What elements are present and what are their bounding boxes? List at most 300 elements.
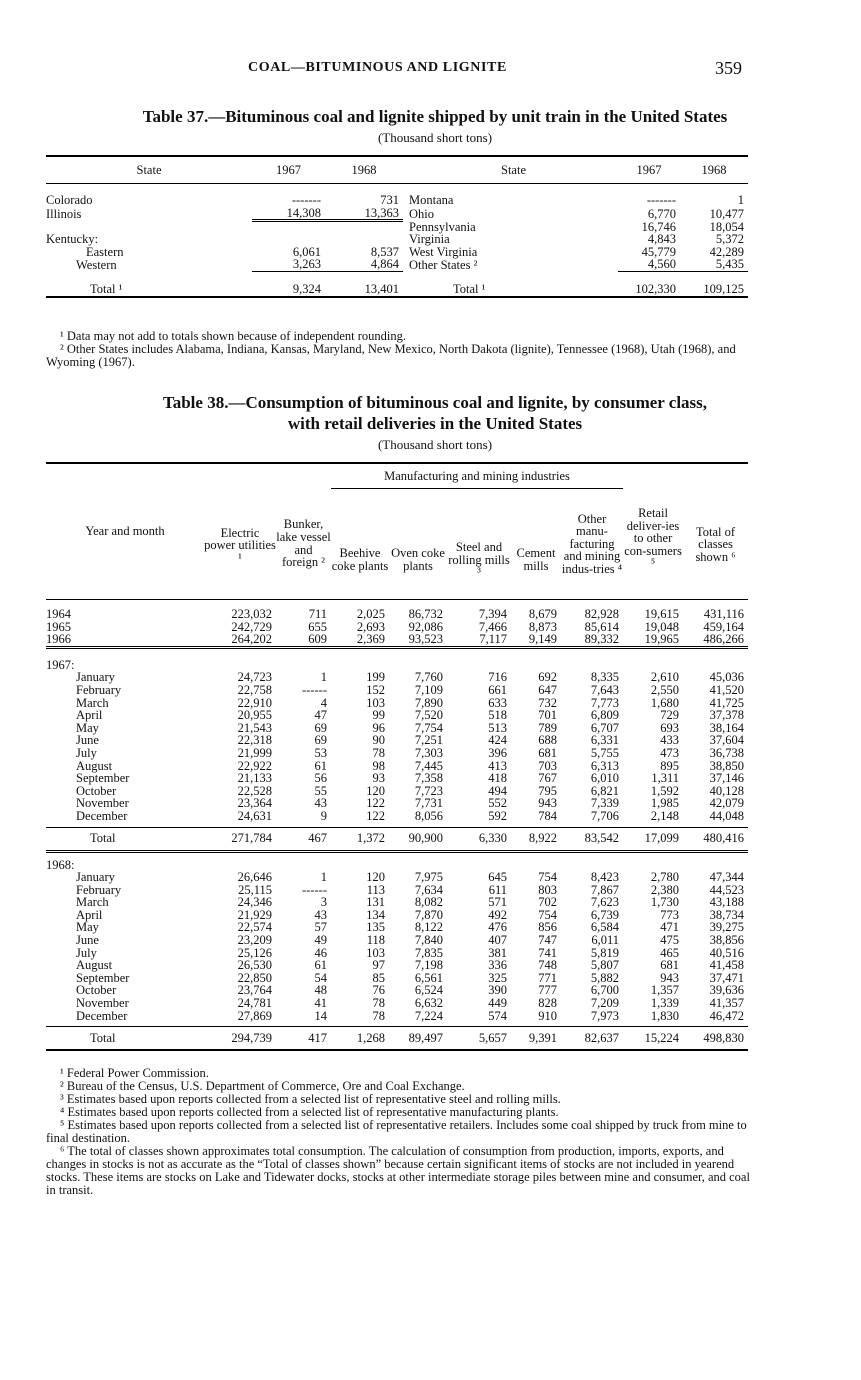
table38-row — [46, 871, 748, 884]
table38-row-label: December — [76, 808, 128, 823]
table38-cell: 1,680 — [650, 695, 679, 710]
table38-cell: 773 — [660, 907, 679, 922]
table38-cell: 8,122 — [414, 920, 443, 935]
table37-total-cell: 13,401 — [364, 281, 399, 296]
table38-cell: 390 — [488, 983, 507, 998]
table38-footnote-2: ² Bureau of the Census, U.S. Department of Commerce, Ore and Coal Exchange. — [60, 1079, 465, 1093]
table38-cell: 22,910 — [237, 695, 272, 710]
table38-cell: 7,445 — [414, 758, 443, 773]
table38-row — [46, 896, 748, 909]
table37-cell: 45,779 — [641, 244, 676, 259]
table38-total-cell: 294,739 — [231, 1030, 272, 1045]
table38-cell: 47,344 — [709, 870, 744, 885]
table38-row — [46, 934, 748, 947]
table38-cell: 8,056 — [414, 808, 443, 823]
table38-cell: 396 — [488, 745, 507, 760]
table38-total-cell: 90,900 — [408, 831, 443, 846]
table38-cell: 19,615 — [644, 607, 679, 621]
table38-row — [46, 909, 748, 922]
table38-cell: 6,821 — [590, 783, 619, 798]
table38-cell: 7,773 — [590, 695, 619, 710]
table38-row — [46, 921, 748, 934]
table37-header-1968-left: 1968 — [351, 162, 377, 177]
table37-total-cell: 109,125 — [703, 281, 744, 296]
table38-cell: 45,036 — [709, 670, 744, 685]
table38-cell: 57 — [314, 920, 327, 935]
table37-header-1968-right: 1968 — [701, 162, 727, 177]
table37 — [46, 155, 748, 300]
table38-row-label: November — [76, 796, 129, 811]
table38-cell: 6,707 — [590, 720, 619, 735]
table38-cell: 771 — [538, 970, 557, 985]
table38-cell: 693 — [660, 720, 679, 735]
table38-cell: 7,109 — [414, 682, 443, 697]
table38-row — [46, 608, 748, 621]
table38-cell: 223,032 — [231, 607, 272, 621]
table37-row-label: Ohio — [409, 207, 434, 222]
table38-cell: 99 — [372, 708, 385, 723]
table38-row-label: June — [76, 933, 99, 948]
table38-cell: 103 — [366, 695, 385, 710]
table38-cell: 6,331 — [590, 733, 619, 748]
table38-cell: 9 — [320, 808, 327, 823]
table38-cell: 7,623 — [590, 895, 619, 910]
table38-row — [46, 1010, 748, 1023]
table38-cell: 754 — [538, 907, 557, 922]
table38-cell: 25,115 — [238, 882, 272, 897]
table38-cell: 21,929 — [237, 907, 272, 922]
table38-cell: 24,346 — [237, 895, 272, 910]
table38-cell: 39,636 — [709, 983, 744, 998]
table37-cell: 6,061 — [292, 244, 321, 259]
table38-row — [46, 760, 748, 773]
table38-cell: 69 — [314, 720, 327, 735]
table38-cell: 2,025 — [356, 607, 385, 621]
table38-cell: 8,679 — [528, 607, 557, 621]
table38-footnote-5: ⁵ Estimates based upon reports collected from a selected list of representative retailers. Includes some coal shipped by truck from mine to final destination. — [46, 1118, 747, 1145]
table38-cell: 41,520 — [709, 682, 744, 697]
table38-cell: 27,869 — [237, 1008, 272, 1023]
table38-title-line1: Table 38.—Consumption of bituminous coal and lignite, by consumer class, — [162, 393, 708, 412]
table38-cell: 611 — [488, 882, 507, 897]
table38-row — [46, 785, 748, 798]
table38-row-label: January — [76, 670, 115, 685]
table38-cell: 910 — [538, 1008, 557, 1023]
table38-row — [46, 747, 748, 760]
table38-cell: 89,332 — [584, 632, 619, 647]
table38-row — [46, 797, 748, 810]
table38-cell: 2,610 — [650, 670, 679, 685]
table38-cell: 1,730 — [650, 895, 679, 910]
table37-cell: 18,054 — [709, 219, 744, 234]
table38-header-oven: Oven coke plants — [391, 546, 445, 573]
table38-cell: 9,149 — [528, 632, 557, 647]
table38-body — [46, 608, 748, 1053]
table38-cell: 336 — [488, 958, 507, 973]
running-header-title: COAL—BITUMINOUS AND LIGNITE — [248, 60, 507, 75]
table38-cell: 7,251 — [414, 733, 443, 748]
table38-cell: 7,358 — [414, 771, 443, 786]
table38-group-header: Manufacturing and mining industries — [331, 463, 623, 489]
table38-cell: 2,780 — [650, 870, 679, 885]
table38-cell: 6,739 — [590, 907, 619, 922]
table37-row-label: Western — [76, 257, 117, 272]
table38-cell: 20,955 — [237, 708, 272, 723]
table37-cell: ------- — [291, 193, 321, 207]
table38-footnote-1: ¹ Federal Power Commission. — [60, 1066, 209, 1080]
table38-cell: 36,738 — [709, 745, 744, 760]
table38-cell: 449 — [488, 996, 507, 1011]
table37-cell: 4,560 — [647, 257, 676, 272]
table38-total-cell: 83,542 — [584, 831, 619, 846]
table38-header-bunker: Bunker, lake vessel and foreign ² — [276, 517, 331, 570]
table38-cell: 6,561 — [414, 970, 443, 985]
table38-footnote-6: ⁶ The total of classes shown approximates total consumption. The calculation of consumption from production, imports, exports, and changes in stocks is not as accurate as the “Total of classes shown” because certain significant items of stocks are not included in yearend stocks. These items are stocks on Lake and Tidewater docks, stocks at other intermediate storage piles between mine and consumer, and coal in transit. — [46, 1144, 750, 1197]
table38-cell: 134 — [366, 907, 385, 922]
table38-cell: 784 — [538, 808, 557, 823]
table37-cell: 4,864 — [370, 257, 399, 272]
table38-cell: 56 — [314, 771, 327, 786]
table38-row-label: September — [76, 771, 130, 786]
table38-cell: 7,466 — [478, 619, 507, 634]
table38-cell: 19,965 — [644, 632, 679, 647]
table38-cell: 2,369 — [356, 632, 385, 647]
table38-row — [46, 947, 748, 960]
table38-cell: 44,523 — [709, 882, 744, 897]
table38-cell: 2,693 — [356, 619, 385, 634]
table38-cell: 92,086 — [408, 619, 443, 634]
table38-row — [46, 709, 748, 722]
table38-cell: 681 — [538, 745, 557, 760]
table38-cell: 418 — [488, 771, 507, 786]
table38-cell: 40,516 — [709, 945, 744, 960]
table38-row — [46, 684, 748, 697]
table37-cell: ------- — [646, 193, 676, 207]
table38-row-label: October — [76, 783, 117, 798]
table38-year-label: 1967: — [46, 657, 75, 672]
table38-total-cell: 1,268 — [356, 1030, 385, 1045]
table38-cell: 574 — [488, 1008, 507, 1023]
table38-cell: 703 — [538, 758, 557, 773]
table38-cell: 7,117 — [479, 632, 507, 647]
table38-cell: 1,985 — [650, 796, 679, 811]
table38-row — [46, 810, 748, 823]
table38-row — [46, 697, 748, 710]
page-number: 359 — [715, 58, 742, 78]
table38-cell: 711 — [308, 607, 327, 621]
table38-cell: 22,758 — [237, 682, 272, 697]
table38-row — [46, 972, 748, 985]
table38-cell: 943 — [538, 796, 557, 811]
table38-cell: 7,339 — [590, 796, 619, 811]
table38-row-label: September — [76, 970, 130, 985]
table38-cell: 431,116 — [703, 607, 744, 621]
table38-cell: 78 — [372, 1008, 385, 1023]
table38-row — [46, 772, 748, 785]
table38-total-cell: 498,830 — [703, 1030, 744, 1045]
table38-row-label: May — [76, 720, 99, 735]
table38-cell: 407 — [488, 933, 507, 948]
table38-cell: 494 — [488, 783, 507, 798]
table38-cell: 97 — [372, 958, 385, 973]
table38-cell: 1 — [320, 870, 327, 885]
table38-header-other: Other manu-facturing and mining indus-tries ⁴ — [561, 511, 623, 576]
table38-cell: 381 — [488, 945, 507, 960]
table38-cell: 41,458 — [709, 958, 744, 973]
table38-cell: 828 — [538, 996, 557, 1011]
table38-cell: 22,922 — [237, 758, 272, 773]
table38-cell: 1 — [320, 670, 327, 685]
table38-cell: 661 — [488, 682, 507, 697]
table38-cell: 7,303 — [414, 745, 443, 760]
table38-header-cement: Cement mills — [516, 546, 556, 573]
table38-cell: 552 — [488, 796, 507, 811]
table37-total-label: Total ¹ — [453, 281, 486, 296]
table38-cell: 465 — [660, 945, 679, 960]
table38-cell: 7,973 — [590, 1008, 619, 1023]
table38-cell: 5,819 — [590, 945, 619, 960]
table37-row-label: Eastern — [86, 244, 124, 259]
table38-total-cell: 1,372 — [356, 831, 385, 846]
table38-cell: 7,706 — [590, 808, 619, 823]
table38-cell: 82,928 — [584, 607, 619, 621]
table38-cell: 7,634 — [414, 882, 443, 897]
table38-cell: 856 — [538, 920, 557, 935]
table37-total-cell: 102,330 — [635, 281, 676, 296]
table38-header-beehive: Beehive coke plants — [331, 546, 389, 573]
table38-cell: 741 — [538, 945, 557, 960]
table38-cell: 54 — [314, 970, 327, 985]
table38-cell: 6,700 — [590, 983, 619, 998]
table38-cell: 78 — [372, 745, 385, 760]
table38-total-cell: 271,784 — [231, 831, 272, 846]
table38-cell: 37,146 — [709, 771, 744, 786]
table38-cell: ------ — [302, 682, 327, 697]
table38-cell: 22,528 — [237, 783, 272, 798]
table38-cell: 325 — [488, 970, 507, 985]
table37-total-cell: 9,324 — [292, 281, 321, 296]
table38-cell: 5,807 — [590, 958, 619, 973]
table38-header-total: Total of classes shown ⁶ — [695, 524, 736, 564]
table38-row-label: July — [76, 745, 97, 760]
table38-row — [46, 997, 748, 1010]
table38-cell: 53 — [314, 745, 327, 760]
table38-cell: 6,010 — [590, 771, 619, 786]
table38-cell: 43 — [314, 796, 327, 811]
table37-row-label: Pennsylvania — [409, 219, 476, 234]
table38-row-label: April — [76, 708, 103, 723]
table38-cell: 803 — [538, 882, 557, 897]
table38-row-label: February — [76, 882, 122, 897]
table38-cell: 85 — [372, 970, 385, 985]
table38-row-label: June — [76, 733, 99, 748]
table38-total-cell: 480,416 — [703, 831, 744, 846]
table38-cell: 6,632 — [414, 996, 443, 1011]
table37-cell: 5,435 — [715, 257, 744, 272]
table38-cell: 1,592 — [650, 783, 679, 798]
table37-header-state-left: State — [136, 162, 162, 177]
table38-cell: 44,048 — [709, 808, 744, 823]
table38-cell: 518 — [488, 708, 507, 723]
table38-cell: 413 — [488, 758, 507, 773]
table38-cell: 69 — [314, 733, 327, 748]
table38-cell: 23,764 — [237, 983, 272, 998]
table38-cell: 38,734 — [709, 907, 744, 922]
table38-cell: 473 — [660, 745, 679, 760]
table37-row-label: Virginia — [409, 232, 450, 247]
table38-total-cell: 417 — [308, 1030, 327, 1045]
table38-cell: 41 — [314, 996, 327, 1011]
table37-total-label: Total ¹ — [90, 281, 123, 296]
table38-cell: 732 — [538, 695, 557, 710]
table38-cell: 701 — [538, 708, 557, 723]
table38-cell: 459,164 — [703, 619, 744, 634]
table38-cell: 90 — [372, 733, 385, 748]
table38-cell: 25,126 — [237, 945, 272, 960]
table38-cell: 5,882 — [590, 970, 619, 985]
table38-cell: 6,011 — [591, 933, 619, 948]
table37-title: Table 37.—Bituminous coal and lignite shipped by unit train in the United States — [142, 107, 728, 126]
table38-cell: 767 — [538, 771, 557, 786]
table38-cell: 571 — [488, 895, 507, 910]
table38-cell: 8,873 — [528, 619, 557, 634]
table38-cell: 6,313 — [590, 758, 619, 773]
table38-cell: 37,378 — [709, 708, 744, 723]
table38-cell: 1,311 — [651, 771, 679, 786]
table38-cell: 42,079 — [709, 796, 744, 811]
table38-cell: 476 — [488, 920, 507, 935]
table38-row-label: March — [76, 695, 109, 710]
table38-cell: 7,209 — [590, 996, 619, 1011]
table38-cell: 2,550 — [650, 682, 679, 697]
table38-cell: 96 — [372, 720, 385, 735]
table38-cell: 24,631 — [237, 808, 272, 823]
table38-row-label: July — [76, 945, 97, 960]
table38-cell: 39,275 — [709, 920, 744, 935]
table37-cell: 3,263 — [292, 257, 321, 272]
table38-cell: 592 — [488, 808, 507, 823]
table38-row-label: May — [76, 920, 99, 935]
table38-cell: 688 — [538, 733, 557, 748]
table38-cell: 747 — [538, 933, 557, 948]
table38-cell: 7,840 — [414, 933, 443, 948]
table38-cell: 433 — [660, 733, 679, 748]
table38-cell: 3 — [320, 895, 327, 910]
table38-cell: 8,082 — [414, 895, 443, 910]
table38-cell: 8,335 — [590, 670, 619, 685]
table38-cell: 21,133 — [237, 771, 272, 786]
table38-total-label: Total — [90, 831, 116, 846]
table38-cell: 46 — [314, 945, 327, 960]
table37-header-state-right: State — [501, 162, 526, 177]
table38-cell: 716 — [488, 670, 507, 685]
table38-unit: (Thousand short tons) — [377, 437, 493, 452]
table38-total-cell: 15,224 — [644, 1030, 679, 1045]
table38-cell: 7,975 — [414, 870, 443, 885]
table38-row-label: April — [76, 907, 103, 922]
table38-cell: 61 — [314, 758, 327, 773]
table38-cell: 7,760 — [414, 670, 443, 685]
table38-cell: 152 — [366, 682, 385, 697]
table38-cell: 48 — [314, 983, 327, 998]
table38-cell: 754 — [538, 870, 557, 885]
table37-cell: 14,308 — [286, 205, 321, 220]
table38-total-cell: 89,497 — [408, 1030, 443, 1045]
table38-row-label: 1966 — [46, 632, 71, 647]
table38-cell: 135 — [366, 920, 385, 935]
table38-cell: 22,850 — [237, 970, 272, 985]
table37-header-1967-left: 1967 — [276, 162, 301, 177]
table38-cell: 7,835 — [414, 945, 443, 960]
running-header — [0, 58, 861, 80]
table38-cell: 49 — [314, 933, 327, 948]
table38-cell: 475 — [660, 933, 679, 948]
table38-row-label: August — [76, 958, 113, 973]
table38-cell: 7,870 — [414, 907, 443, 922]
table38-cell: 655 — [308, 619, 327, 634]
table38-total-cell: 467 — [308, 831, 327, 846]
table38-row-label: 1964 — [46, 607, 71, 621]
table38-cell: 23,364 — [237, 796, 272, 811]
table38-cell: 103 — [366, 945, 385, 960]
table38-cell: 37,471 — [709, 970, 744, 985]
table38-cell: 199 — [366, 670, 385, 685]
table38-cell: 471 — [660, 920, 679, 935]
table38-cell: 7,890 — [414, 695, 443, 710]
table38-cell: 118 — [366, 933, 385, 948]
table38-row — [46, 633, 748, 647]
table38-cell: 1,339 — [650, 996, 679, 1011]
table38-cell: 43 — [314, 907, 327, 922]
table38-cell: 633 — [488, 695, 507, 710]
table38-cell: 38,164 — [709, 720, 744, 735]
table38-cell: 47 — [314, 708, 327, 723]
table38-cell: 7,520 — [414, 708, 443, 723]
table38-cell: 120 — [366, 870, 385, 885]
table38-cell: 86,732 — [408, 607, 443, 621]
table37-cell: 8,537 — [370, 244, 399, 259]
table38-cell: 6,584 — [590, 920, 619, 935]
table38-cell: 702 — [538, 895, 557, 910]
table38-cell: 7,198 — [414, 958, 443, 973]
table38-row-label: October — [76, 983, 117, 998]
table38-cell: 22,574 — [237, 920, 272, 935]
table37-footnotes — [46, 330, 752, 369]
table37-cell: 16,746 — [641, 219, 676, 234]
table38-header-steel: Steel and rolling mills ³ — [448, 540, 510, 580]
table38-row-label: December — [76, 1008, 128, 1023]
table38-row — [46, 671, 748, 684]
table37-footnote-1: ¹ Data may not add to totals shown because of independent rounding. — [60, 329, 407, 343]
table38-title-line2: with retail deliveries in the United States — [287, 414, 583, 433]
table38-cell: 93,523 — [408, 632, 443, 647]
table38-cell: 242,729 — [231, 619, 272, 634]
table38-cell: 22,318 — [237, 733, 272, 748]
table38-cell: 26,530 — [237, 958, 272, 973]
table38-cell: 7,224 — [414, 1008, 443, 1023]
table38-cell: 647 — [538, 682, 557, 697]
table38-row-label: March — [76, 895, 109, 910]
table38-cell: 264,202 — [231, 632, 272, 647]
table38-total-row — [46, 827, 748, 851]
table38-cell: 41,725 — [709, 695, 744, 710]
table38-cell: 78 — [372, 996, 385, 1011]
table38-cell: 38,856 — [709, 933, 744, 948]
table37-row-label: Montana — [409, 193, 454, 207]
table38-row-label: January — [76, 870, 115, 885]
table37-cell: 1 — [737, 193, 744, 207]
table38-total-cell: 17,099 — [644, 831, 679, 846]
